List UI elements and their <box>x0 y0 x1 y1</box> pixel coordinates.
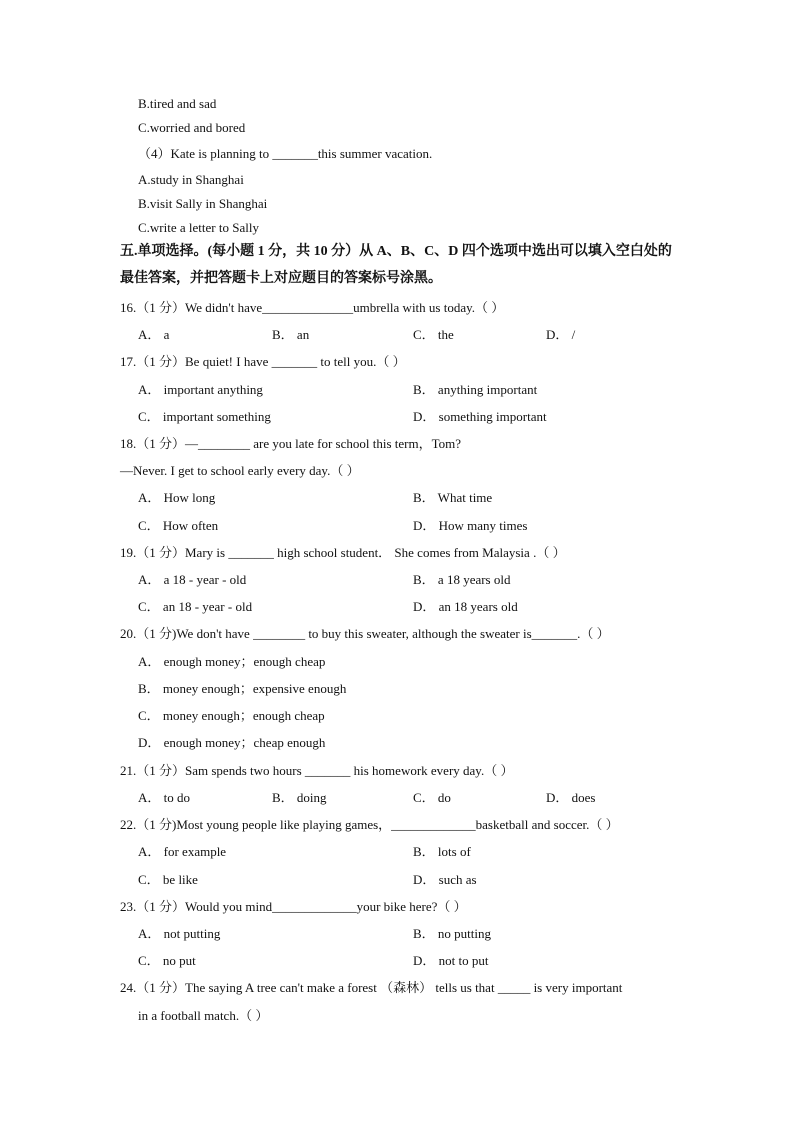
question-24-stem-line2: in a football match.（ ） <box>138 1008 269 1023</box>
q21-option-c[interactable]: C． do <box>413 790 451 805</box>
prev-option-b: B.tired and sad <box>138 96 217 111</box>
q20-option-b[interactable]: B． money enough；expensive enough <box>138 681 347 696</box>
q16-option-c[interactable]: C． the <box>413 327 454 342</box>
prev-q4-option-a: A.study in Shanghai <box>138 172 244 187</box>
section-heading-line2: 最佳答案，并把答题卡上对应题目的答案标号涂黑。 <box>120 271 442 286</box>
q16-option-d[interactable]: D． / <box>546 327 576 342</box>
question-18-stem: 18.（1 分）—________ are you late for school this term，Tom? <box>120 436 462 451</box>
q18-option-d[interactable]: D． How many times <box>413 518 528 533</box>
q21-option-a[interactable]: A． to do <box>138 790 191 805</box>
q23-option-c[interactable]: C． no put <box>138 953 196 968</box>
q22-option-d[interactable]: D． such as <box>413 872 477 887</box>
q18-option-c[interactable]: C． How often <box>138 518 219 533</box>
question-21-stem: 21.（1 分）Sam spends two hours _______ his homework every day.（ ） <box>120 763 514 778</box>
q16-option-a[interactable]: A． a <box>138 327 170 342</box>
section-heading-line1: 五.单项选择。(每小题 1 分，共 10 分）从 A、B、C、D 四个选项中选出可以填入空白处的 <box>120 244 672 259</box>
q20-option-a[interactable]: A． enough money；enough cheap <box>138 654 326 669</box>
question-22-stem: 22.（1 分)Most young people like playing games，_____________basketball and soccer.（ ） <box>120 817 619 832</box>
q19-option-c[interactable]: C． an 18 - year - old <box>138 599 253 614</box>
q22-option-c[interactable]: C． be like <box>138 872 198 887</box>
q20-option-c[interactable]: C． money enough；enough cheap <box>138 708 325 723</box>
q18-option-a[interactable]: A． How long <box>138 490 216 505</box>
q23-option-a[interactable]: A． not putting <box>138 926 221 941</box>
question-18-stem-line2: —Never. I get to school early every day.（ ） <box>120 463 360 478</box>
question-23-stem: 23.（1 分）Would you mind_____________your bike here?（ ） <box>120 899 467 914</box>
q22-option-a[interactable]: A． for example <box>138 844 227 859</box>
prev-q4-option-c: C.write a letter to Sally <box>138 220 259 235</box>
prev-q4-option-b: B.visit Sally in Shanghai <box>138 196 268 211</box>
q17-option-c[interactable]: C． important something <box>138 409 271 424</box>
q17-option-a[interactable]: A． important anything <box>138 382 263 397</box>
q21-option-d[interactable]: D． does <box>546 790 596 805</box>
question-16-stem: 16.（1 分）We didn't have______________umbrella with us today.（ ） <box>120 300 505 315</box>
q23-option-d[interactable]: D． not to put <box>413 953 489 968</box>
q19-option-d[interactable]: D． an 18 years old <box>413 599 518 614</box>
q19-option-b[interactable]: B． a 18 years old <box>413 572 511 587</box>
q17-option-b[interactable]: B． anything important <box>413 382 538 397</box>
prev-option-c: C.worried and bored <box>138 120 246 135</box>
question-17-stem: 17.（1 分）Be quiet! I have _______ to tell you.（ ） <box>120 354 406 369</box>
q18-option-b[interactable]: B． What time <box>413 490 493 505</box>
question-24-stem: 24.（1 分）The saying A tree can't make a forest （森林） tells us that _____ is very important <box>120 980 623 995</box>
q22-option-b[interactable]: B． lots of <box>413 844 471 859</box>
prev-question-4: （4）Kate is planning to _______this summer vacation. <box>138 146 433 161</box>
q20-option-d[interactable]: D． enough money；cheap enough <box>138 735 326 750</box>
question-19-stem: 19.（1 分）Mary is _______ high school student． She comes from Malaysia .（ ） <box>120 545 566 560</box>
question-20-stem: 20.（1 分)We don't have ________ to buy this sweater, although the sweater is_______.（ ） <box>120 626 610 641</box>
q16-option-b[interactable]: B． an <box>272 327 310 342</box>
q19-option-a[interactable]: A． a 18 - year - old <box>138 572 247 587</box>
q21-option-b[interactable]: B． doing <box>272 790 327 805</box>
q23-option-b[interactable]: B． no putting <box>413 926 492 941</box>
q17-option-d[interactable]: D． something important <box>413 409 547 424</box>
